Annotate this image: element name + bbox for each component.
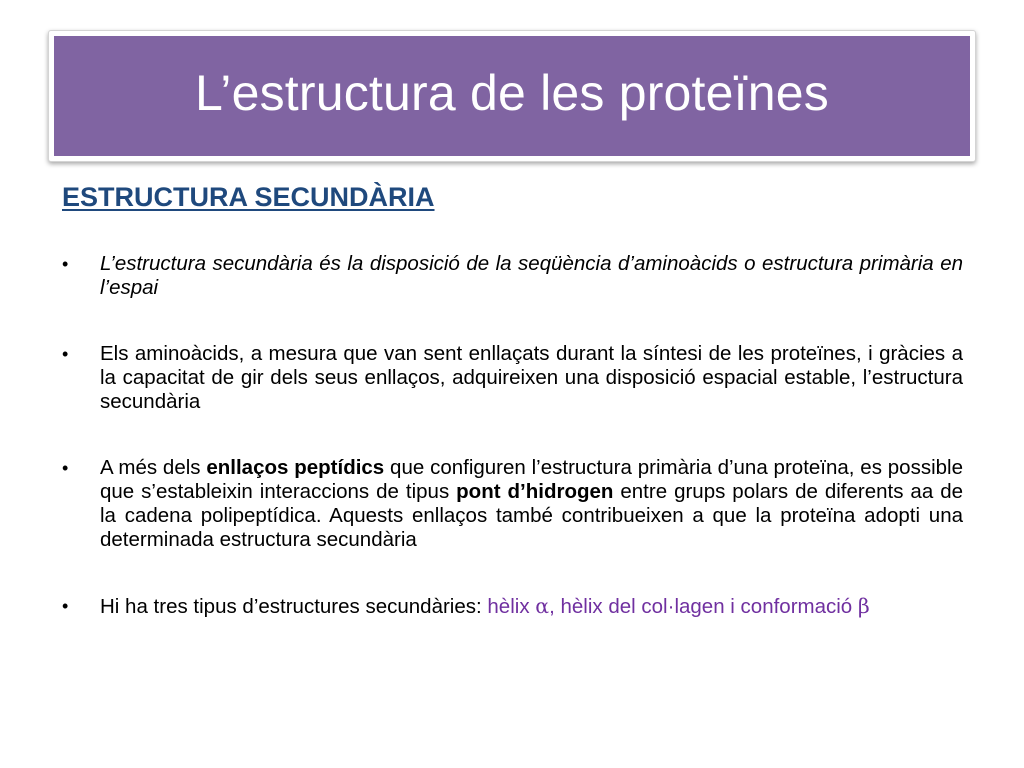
bold-term-hydrogen-bond: pont d’hidrogen: [456, 480, 614, 503]
title-frame: [48, 30, 976, 162]
bullet-text-3-part3: entre grups polars de diferents aa de la cadena polipeptídica. Aquests enllaços també contribueixen a que la proteïna adopti una determinada estructura secundària: [100, 480, 963, 551]
bold-term-peptide-bonds: enllaços peptídics: [206, 456, 385, 479]
bullet-icon: •: [62, 458, 69, 478]
bullet-icon: •: [62, 254, 69, 274]
beta-symbol: β: [857, 594, 870, 618]
bullet-text-3-part1: A més dels: [100, 456, 207, 479]
highlight-helix-alpha: hèlix: [487, 595, 536, 618]
bullet-item-2: [62, 342, 963, 414]
highlight-collagen-beta: , hèlix del col·lagen i conformació: [549, 595, 858, 618]
bullet-text-3-part2: que configuren l’estructura primària d’una proteïna, es possible que s’estableixin interaccions de tipus: [100, 456, 963, 503]
slide-title: L’estructura de les proteïnes: [195, 65, 829, 121]
title-box: [54, 36, 970, 156]
alpha-symbol: α: [535, 594, 550, 618]
bullet-icon: •: [62, 344, 69, 364]
bullet-item-1: [62, 252, 963, 300]
section-heading: ESTRUCTURA SECUNDÀRIA: [62, 182, 435, 212]
bullet-text-1: L’estructura secundària és la disposició de la seqüència d’aminoàcids o estructura primària en l’espai: [100, 252, 963, 299]
bullet-list: [62, 252, 963, 619]
bullet-text-2: Els aminoàcids, a mesura que van sent enllaçats durant la síntesi de les proteïnes, i gràcies a la capacitat de gir dels seus enllaços, adquireixen una disposició espacial estable, l’estructura secundària: [100, 342, 963, 413]
bullet-item-4: [62, 594, 963, 619]
bullet-item-3: [62, 456, 963, 552]
bullet-icon: •: [62, 596, 69, 616]
bullet-text-4-part1: Hi ha tres tipus d’estructures secundàries:: [100, 595, 488, 618]
